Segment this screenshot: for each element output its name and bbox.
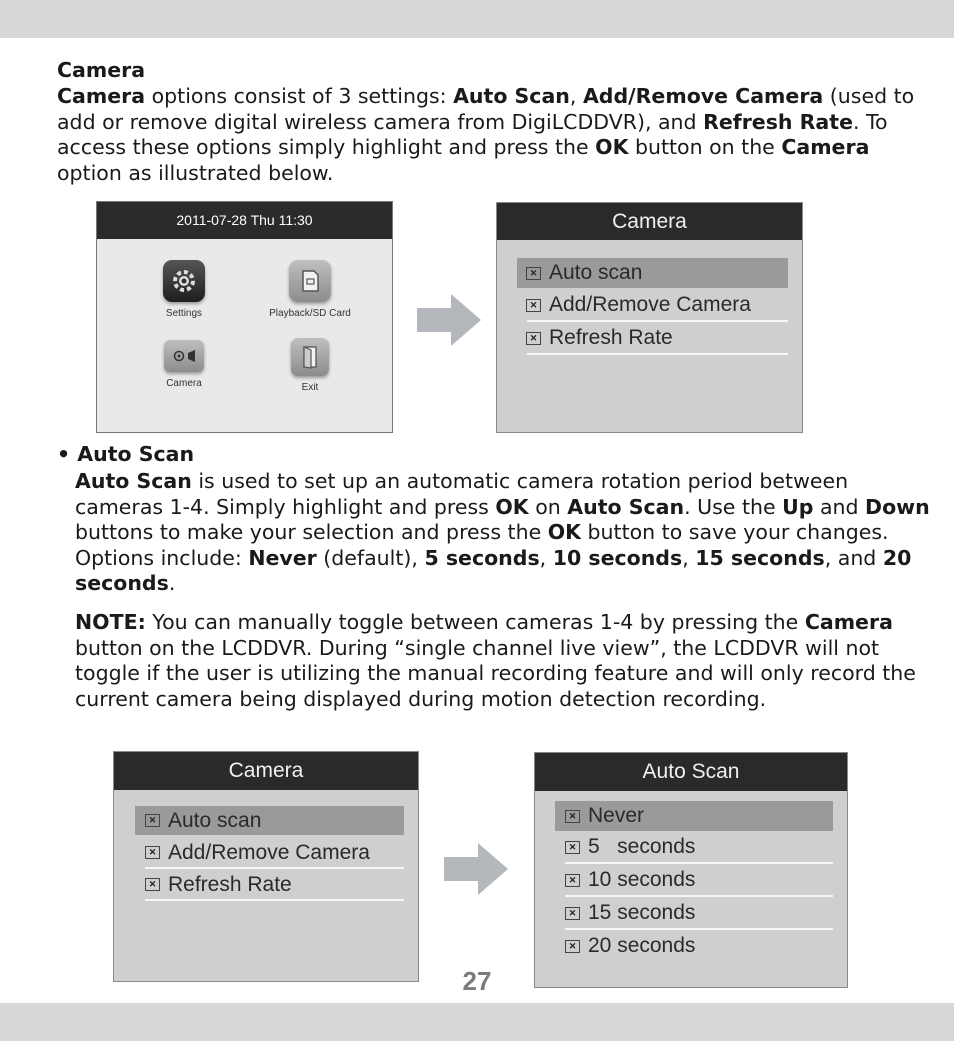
- camera-app[interactable]: [124, 340, 244, 389]
- exit-app[interactable]: [250, 338, 370, 393]
- auto-scan-menu-screenshot: [534, 752, 848, 988]
- top-band: [0, 0, 954, 38]
- option-20-seconds[interactable]: ✕ 20 seconds: [555, 931, 833, 961]
- bottom-band: [0, 1003, 954, 1041]
- checkbox-icon: ✕: [526, 332, 541, 345]
- menu-item-refresh-rate-2[interactable]: ✕ Refresh Rate: [135, 870, 404, 899]
- exit-door-icon: [291, 338, 329, 376]
- checkbox-icon: ✕: [145, 814, 160, 827]
- checkbox-icon: ✕: [565, 907, 580, 920]
- option-5-seconds[interactable]: ✕ 5 seconds: [555, 832, 833, 862]
- auto-scan-menu-title: Auto Scan: [535, 753, 847, 791]
- note-paragraph: NOTE: You can manually toggle between cameras 1-4 by pressing the Camera button on the LCDDVR. During “single channel live view”, the LCDDVR will not toggle if the user is utilizing the manual recording feature and will only record the current camera being displayed during motion detection recording.: [75, 610, 916, 711]
- camera-menu-title: Camera: [497, 203, 802, 240]
- option-10-seconds[interactable]: ✕ 10 seconds: [555, 865, 833, 895]
- page-number: 27: [462, 966, 492, 996]
- checkbox-icon: ✕: [145, 878, 160, 891]
- camera-menu-title-2: Camera: [114, 752, 418, 790]
- settings-app[interactable]: [124, 260, 244, 319]
- arrow-right-icon-2: [444, 843, 508, 895]
- checkbox-icon: ✕: [565, 810, 580, 823]
- section-heading: Camera: [57, 58, 146, 82]
- menu-item-add-remove-camera-2[interactable]: ✕ Add/Remove Camera: [135, 838, 404, 867]
- option-never[interactable]: ✕ Never: [555, 801, 833, 831]
- checkbox-icon: ✕: [145, 846, 160, 859]
- arrow-right-icon: [417, 294, 481, 346]
- menu-item-auto-scan[interactable]: ✕ Auto scan: [517, 258, 788, 288]
- datetime-bar: 2011-07-28 Thu 11:30: [97, 202, 392, 239]
- menu-item-add-remove-camera[interactable]: ✕ Add/Remove Camera: [517, 290, 788, 320]
- option-15-seconds[interactable]: ✕ 15 seconds: [555, 898, 833, 928]
- intro-paragraph: Camera options consist of 3 settings: Auto Scan, Add/Remove Camera (used to add or remove digital wireless camera from DigiLCDDVR), and Refresh Rate. To access these options simply highlight and press the OK button on the Camera option as illustrated below.: [57, 84, 915, 185]
- exit-label: Exit: [301, 382, 319, 393]
- camera-menu-screenshot: [496, 202, 803, 433]
- checkbox-icon: ✕: [526, 299, 541, 312]
- auto-scan-heading: • Auto Scan: [57, 442, 195, 466]
- menu-item-auto-scan-2[interactable]: ✕ Auto scan: [135, 806, 404, 835]
- sd-card-icon: [289, 260, 331, 302]
- auto-scan-paragraph: Auto Scan is used to set up an automatic camera rotation period between cameras 1-4. Simply highlight and press OK on Auto Scan. Use the Up and Down buttons to make your selection and press the OK button to save your changes. Options include: Never (default), 5 seconds, 10 seconds, 15 seconds, and 20 seconds.: [75, 469, 930, 595]
- camera-menu-screenshot-2: [113, 751, 419, 982]
- menu-item-refresh-rate[interactable]: ✕ Refresh Rate: [517, 323, 788, 353]
- checkbox-icon: ✕: [565, 841, 580, 854]
- camera-icon: [164, 340, 204, 372]
- checkbox-icon: ✕: [565, 874, 580, 887]
- playback-label: Playback/SD Card: [269, 308, 351, 319]
- checkbox-icon: ✕: [565, 940, 580, 953]
- camera-label: Camera: [166, 378, 202, 389]
- home-screen-screenshot: [96, 201, 393, 433]
- gear-icon: [163, 260, 205, 302]
- checkbox-icon: ✕: [526, 267, 541, 280]
- settings-label: Settings: [165, 308, 203, 319]
- playback-app[interactable]: [250, 260, 370, 319]
